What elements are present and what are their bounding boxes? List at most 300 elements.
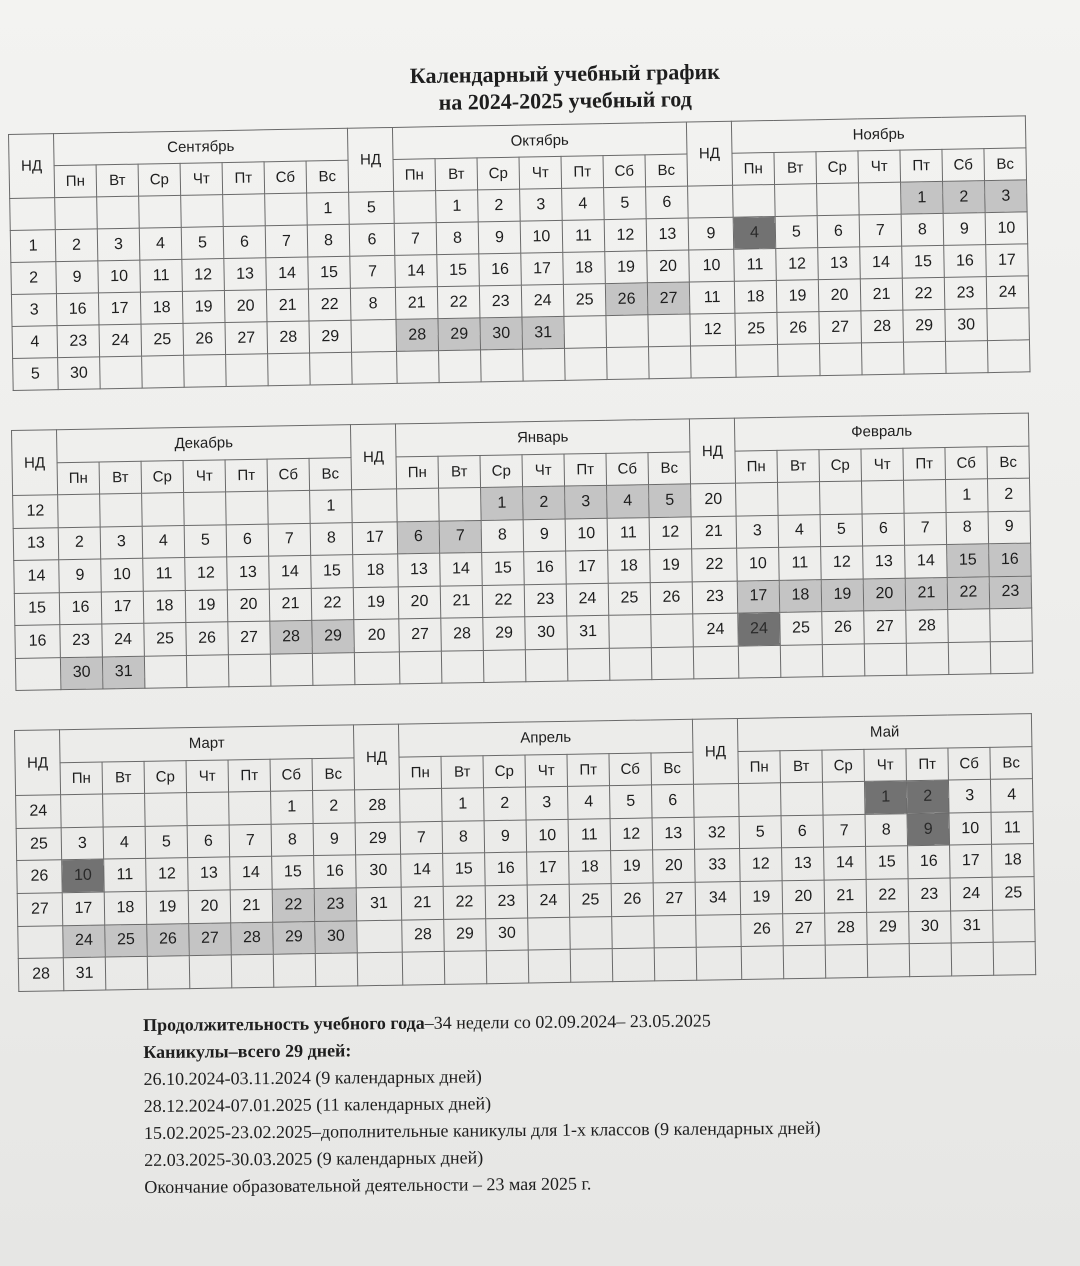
day-cell: 26 — [777, 312, 820, 345]
day-cell — [228, 654, 271, 687]
weekday-label: Чт — [180, 163, 223, 196]
day-cell: 28 — [861, 310, 904, 343]
day-cell: 22 — [482, 584, 525, 617]
day-cell: 4 — [990, 779, 1033, 812]
day-cell — [820, 481, 863, 514]
day-cell: 26 — [611, 883, 654, 916]
day-cell: 12 — [649, 516, 692, 549]
day-cell — [775, 184, 818, 217]
day-cell: 12 — [185, 557, 228, 590]
day-cell: 27 — [189, 922, 232, 955]
weekday-label: Пн — [396, 456, 439, 489]
day-cell — [564, 316, 607, 349]
day-cell — [987, 340, 1030, 373]
weekday-label: Вс — [648, 451, 691, 484]
day-cell: 24 — [950, 877, 993, 910]
week-number — [688, 185, 734, 218]
day-cell — [394, 191, 437, 224]
day-cell: 28 — [396, 319, 439, 352]
day-cell: 14 — [824, 847, 867, 880]
day-cell — [186, 654, 229, 687]
day-cell — [948, 609, 991, 642]
end-of-year-line: Окончание образовательной деятельности – 23 мая 2025 г. — [144, 1173, 592, 1197]
day-cell — [859, 182, 902, 215]
title-line-1: Календарный учебный график — [409, 58, 720, 89]
month-name: Январь — [395, 419, 690, 457]
day-cell — [822, 782, 865, 815]
weekday-label: Сб — [270, 758, 313, 791]
week-number: 25 — [16, 828, 62, 861]
day-cell — [735, 344, 778, 377]
day-cell: 24 — [527, 884, 570, 917]
day-cell — [441, 650, 484, 683]
day-cell: 10 — [565, 518, 608, 551]
day-cell: 17 — [527, 852, 570, 885]
month-name: Март — [60, 725, 354, 762]
day-cell: 15 — [947, 544, 990, 577]
day-cell — [55, 197, 98, 230]
week-number: 8 — [350, 287, 396, 320]
weekday-label: Пн — [57, 461, 100, 494]
day-cell: 9 — [907, 813, 950, 846]
week-column-header: НД — [347, 127, 393, 192]
day-cell: 5 — [775, 216, 818, 249]
day-cell — [651, 646, 694, 679]
week-number: 6 — [349, 223, 395, 256]
day-cell — [780, 644, 823, 677]
weekday-label: Пн — [60, 762, 103, 795]
weekday-label: Пт — [906, 748, 949, 781]
weekday-label: Вс — [306, 160, 349, 193]
weekday-label: Ср — [144, 760, 187, 793]
day-cell: 29 — [903, 309, 946, 342]
day-cell — [738, 783, 781, 816]
day-cell: 25 — [563, 284, 606, 317]
day-cell: 6 — [646, 186, 689, 219]
week-column-header: НД — [9, 134, 55, 199]
day-cell: 18 — [779, 579, 822, 612]
day-cell: 14 — [230, 857, 273, 890]
week-column-header: НД — [689, 418, 735, 484]
day-cell: 21 — [230, 889, 273, 922]
week-number: 31 — [356, 887, 402, 920]
day-cell: 31 — [951, 910, 994, 943]
day-cell: 15 — [443, 853, 486, 886]
day-cell: 19 — [776, 280, 819, 313]
day-cell: 16 — [524, 551, 567, 584]
day-cell: 26 — [822, 611, 865, 644]
day-cell: 4 — [733, 216, 776, 249]
day-cell: 30 — [480, 317, 523, 350]
weekday-label: Пн — [54, 165, 97, 198]
day-cell: 26 — [147, 923, 190, 956]
week-column-header: НД — [692, 719, 738, 785]
day-cell — [147, 956, 190, 989]
weekday-label: Вс — [990, 746, 1033, 779]
day-cell — [310, 352, 353, 385]
day-cell: 1 — [945, 479, 988, 512]
day-cell: 22 — [308, 288, 351, 321]
day-cell: 17 — [101, 591, 144, 624]
day-cell: 11 — [568, 818, 611, 851]
week-number: 17 — [352, 521, 398, 554]
day-cell — [187, 792, 230, 825]
day-cell: 11 — [562, 220, 605, 253]
vacation-item: 15.02.2025-23.02.2025–дополнительные каникулы для 1-х классов (9 календарных дней) — [143, 1117, 821, 1143]
day-cell: 3 — [520, 188, 563, 221]
day-cell — [100, 493, 143, 526]
day-cell: 19 — [182, 291, 225, 324]
day-cell: 20 — [782, 880, 825, 913]
day-cell: 23 — [60, 624, 103, 657]
day-cell: 17 — [521, 252, 564, 285]
duration-label: Продолжительность учебного года — [143, 1012, 425, 1035]
week-number: 20 — [691, 483, 737, 516]
weekday-label: Вт — [780, 750, 823, 783]
day-cell: 26 — [741, 913, 784, 946]
week-number: 22 — [692, 548, 738, 581]
day-cell: 14 — [440, 552, 483, 585]
day-cell: 25 — [569, 884, 612, 917]
day-cell: 22 — [902, 277, 945, 310]
day-cell: 22 — [443, 886, 486, 919]
week-number: 5 — [13, 358, 59, 391]
day-cell: 3 — [736, 515, 779, 548]
day-cell: 19 — [650, 549, 693, 582]
day-cell: 28 — [441, 617, 484, 650]
calendar-table — [11, 413, 1033, 691]
day-cell: 26 — [605, 283, 648, 316]
week-number — [351, 319, 397, 352]
day-cell: 11 — [734, 248, 777, 281]
day-cell: 15 — [308, 256, 351, 289]
day-cell: 23 — [944, 277, 987, 310]
weekday-label: Чт — [858, 150, 901, 183]
day-cell — [861, 480, 904, 513]
day-cell: 2 — [58, 526, 101, 559]
day-cell — [864, 643, 907, 676]
day-cell: 27 — [225, 322, 268, 355]
day-cell: 2 — [943, 181, 986, 214]
day-cell — [61, 794, 104, 827]
day-cell — [609, 615, 652, 648]
day-cell — [142, 493, 185, 526]
day-cell: 21 — [401, 886, 444, 919]
day-cell: 8 — [865, 813, 908, 846]
day-cell — [268, 490, 311, 523]
day-cell: 12 — [610, 818, 653, 851]
day-cell: 30 — [60, 656, 103, 689]
day-cell — [528, 917, 571, 950]
day-cell — [867, 944, 910, 977]
week-number — [696, 947, 742, 980]
weekday-label: Пт — [903, 447, 946, 480]
day-cell — [145, 793, 188, 826]
day-cell: 6 — [652, 784, 695, 817]
week-number: 11 — [689, 281, 735, 314]
day-cell: 8 — [946, 511, 989, 544]
day-cell — [993, 942, 1036, 975]
day-cell — [312, 652, 355, 685]
day-cell: 20 — [653, 850, 696, 883]
day-cell — [181, 195, 224, 228]
month-name: Сентябрь — [54, 128, 349, 165]
weekday-label: Вт — [774, 152, 817, 185]
weekday-label: Ср — [477, 157, 520, 190]
week-number: 29 — [355, 822, 401, 855]
weekday-label: Пт — [567, 753, 610, 786]
day-cell: 22 — [272, 889, 315, 922]
calendar-block-autumn — [8, 115, 1031, 391]
schedule-summary — [143, 1007, 821, 1201]
day-cell: 21 — [905, 577, 948, 610]
day-cell: 15 — [272, 856, 315, 889]
week-number — [696, 914, 742, 947]
day-cell: 27 — [653, 882, 696, 915]
day-cell — [903, 480, 946, 513]
day-cell — [528, 949, 571, 982]
day-cell: 28 — [270, 620, 313, 653]
day-cell: 9 — [313, 823, 356, 856]
day-cell: 14 — [905, 545, 948, 578]
day-cell: 18 — [104, 891, 147, 924]
week-number: 14 — [14, 560, 60, 593]
day-cell: 25 — [735, 312, 778, 345]
day-cell — [654, 947, 697, 980]
day-cell: 24 — [986, 276, 1029, 309]
week-number — [15, 657, 61, 690]
day-cell: 19 — [740, 881, 783, 914]
week-number: 16 — [15, 625, 61, 658]
day-cell: 13 — [227, 556, 270, 589]
week-number: 10 — [689, 249, 735, 282]
day-cell: 23 — [485, 885, 528, 918]
day-cell: 16 — [485, 852, 528, 885]
weekday-label: Пн — [399, 756, 442, 789]
week-column-header: НД — [12, 430, 58, 496]
day-cell: 8 — [442, 821, 485, 854]
day-cell — [906, 642, 949, 675]
day-cell: 29 — [312, 620, 355, 653]
day-cell: 21 — [440, 585, 483, 618]
day-cell: 6 — [226, 524, 269, 557]
weekday-label: Сб — [609, 753, 652, 786]
day-cell — [606, 315, 649, 348]
week-number: 3 — [11, 294, 57, 327]
day-cell — [649, 346, 692, 379]
day-cell: 18 — [608, 550, 651, 583]
day-cell: 7 — [400, 821, 443, 854]
week-number — [357, 920, 403, 953]
day-cell: 1 — [901, 181, 944, 214]
week-number: 28 — [355, 789, 401, 822]
day-cell: 8 — [436, 222, 479, 255]
day-cell: 22 — [947, 576, 990, 609]
week-number: 7 — [350, 255, 396, 288]
day-cell — [97, 196, 140, 229]
day-cell: 2 — [987, 478, 1030, 511]
day-cell: 4 — [142, 525, 185, 558]
day-cell — [184, 355, 227, 388]
day-cell — [651, 614, 694, 647]
week-number: 24 — [693, 613, 739, 646]
day-cell — [270, 653, 313, 686]
day-cell: 10 — [62, 859, 105, 892]
day-cell: 18 — [569, 851, 612, 884]
weekday-label: Вт — [438, 455, 481, 488]
weekday-label: Пн — [738, 750, 781, 783]
day-cell: 10 — [101, 558, 144, 591]
day-cell: 1 — [442, 788, 485, 821]
day-cell: 25 — [992, 877, 1035, 910]
day-cell: 10 — [737, 547, 780, 580]
day-cell — [226, 491, 269, 524]
day-cell — [736, 482, 779, 515]
day-cell: 16 — [944, 245, 987, 278]
day-cell: 13 — [818, 247, 861, 280]
day-cell — [231, 954, 274, 987]
day-cell: 5 — [184, 524, 227, 557]
day-cell: 24 — [102, 623, 145, 656]
day-cell: 25 — [144, 623, 187, 656]
weekday-label: Чт — [519, 156, 562, 189]
week-number: 1 — [10, 230, 56, 263]
day-cell: 27 — [783, 913, 826, 946]
calendar-block-spring — [14, 713, 1036, 992]
weekday-label: Чт — [861, 448, 904, 481]
week-number — [352, 489, 398, 522]
day-cell: 24 — [63, 925, 106, 958]
day-cell: 18 — [140, 291, 183, 324]
day-cell — [648, 314, 691, 347]
day-cell: 16 — [989, 543, 1032, 576]
day-cell — [570, 916, 613, 949]
day-cell: 17 — [62, 892, 105, 925]
day-cell: 14 — [860, 246, 903, 279]
day-cell: 20 — [398, 586, 441, 619]
day-cell — [523, 348, 566, 381]
weekday-label: Сб — [603, 155, 646, 188]
month-name: Май — [737, 714, 1032, 751]
weekday-label: Вт — [102, 761, 145, 794]
month-name: Февраль — [734, 413, 1029, 451]
weekday-label: Вт — [435, 158, 478, 191]
week-number — [354, 651, 400, 684]
day-cell: 8 — [310, 522, 353, 555]
day-cell: 15 — [482, 552, 525, 585]
day-cell — [399, 651, 442, 684]
day-cell — [987, 308, 1030, 341]
day-cell: 17 — [737, 580, 780, 613]
day-cell — [733, 184, 776, 217]
day-cell: 17 — [986, 244, 1029, 277]
day-cell: 10 — [520, 220, 563, 253]
day-cell: 28 — [231, 922, 274, 955]
day-cell: 26 — [650, 581, 693, 614]
week-number: 9 — [688, 217, 734, 250]
day-cell: 8 — [307, 224, 350, 257]
weekday-label: Пт — [225, 459, 268, 492]
day-cell: 1 — [310, 490, 353, 523]
day-cell: 6 — [187, 825, 230, 858]
weekday-label: Вт — [99, 461, 142, 494]
day-cell: 4 — [568, 786, 611, 819]
day-cell: 21 — [395, 287, 438, 320]
day-cell: 7 — [394, 223, 437, 256]
day-cell: 27 — [228, 621, 271, 654]
day-cell: 25 — [780, 612, 823, 645]
day-cell — [223, 194, 266, 227]
day-cell: 14 — [266, 257, 309, 290]
day-cell: 28 — [825, 912, 868, 945]
weekday-label: Вт — [441, 755, 484, 788]
day-cell — [903, 341, 946, 374]
day-cell: 16 — [479, 253, 522, 286]
day-cell: 20 — [818, 279, 861, 312]
day-cell: 4 — [139, 227, 182, 260]
day-cell: 15 — [437, 254, 480, 287]
calendar-table — [14, 713, 1036, 992]
day-cell: 10 — [949, 812, 992, 845]
day-cell: 19 — [605, 251, 648, 284]
day-cell — [486, 950, 529, 983]
week-number: 20 — [354, 619, 400, 652]
calendar-block-winter — [11, 413, 1033, 691]
day-cell: 6 — [223, 226, 266, 259]
weekday-label: Вт — [96, 164, 139, 197]
weekday-label: Чт — [183, 459, 226, 492]
day-cell: 21 — [266, 289, 309, 322]
day-cell: 17 — [98, 292, 141, 325]
day-cell: 12 — [776, 248, 819, 281]
weekday-label: Пн — [735, 450, 778, 483]
day-cell: 28 — [906, 610, 949, 643]
day-cell — [265, 193, 308, 226]
day-cell — [483, 649, 526, 682]
day-cell: 26 — [186, 622, 229, 655]
day-cell: 5 — [181, 227, 224, 260]
day-cell: 24 — [566, 583, 609, 616]
day-cell: 22 — [311, 587, 354, 620]
day-cell: 23 — [989, 576, 1032, 609]
day-cell: 10 — [985, 212, 1028, 245]
day-cell — [783, 945, 826, 978]
day-cell: 29 — [483, 617, 526, 650]
day-cell — [990, 608, 1033, 641]
day-cell — [607, 347, 650, 380]
day-cell — [397, 351, 440, 384]
day-cell: 12 — [740, 848, 783, 881]
week-number: 4 — [12, 326, 58, 359]
weekday-label: Чт — [522, 454, 565, 487]
day-cell: 3 — [61, 827, 104, 860]
day-cell: 30 — [909, 911, 952, 944]
weekday-label: Сб — [606, 452, 649, 485]
month-name: Декабрь — [57, 425, 352, 463]
week-number — [693, 784, 739, 817]
day-cell: 3 — [100, 526, 143, 559]
day-cell: 15 — [866, 846, 909, 879]
day-cell: 13 — [863, 545, 906, 578]
day-cell — [525, 649, 568, 682]
day-cell — [948, 641, 991, 674]
day-cell: 5 — [820, 513, 863, 546]
day-cell: 23 — [57, 325, 100, 358]
weekday-label: Сб — [948, 747, 991, 780]
week-number: 21 — [691, 516, 737, 549]
week-number: 26 — [17, 860, 63, 893]
day-cell: 28 — [267, 321, 310, 354]
